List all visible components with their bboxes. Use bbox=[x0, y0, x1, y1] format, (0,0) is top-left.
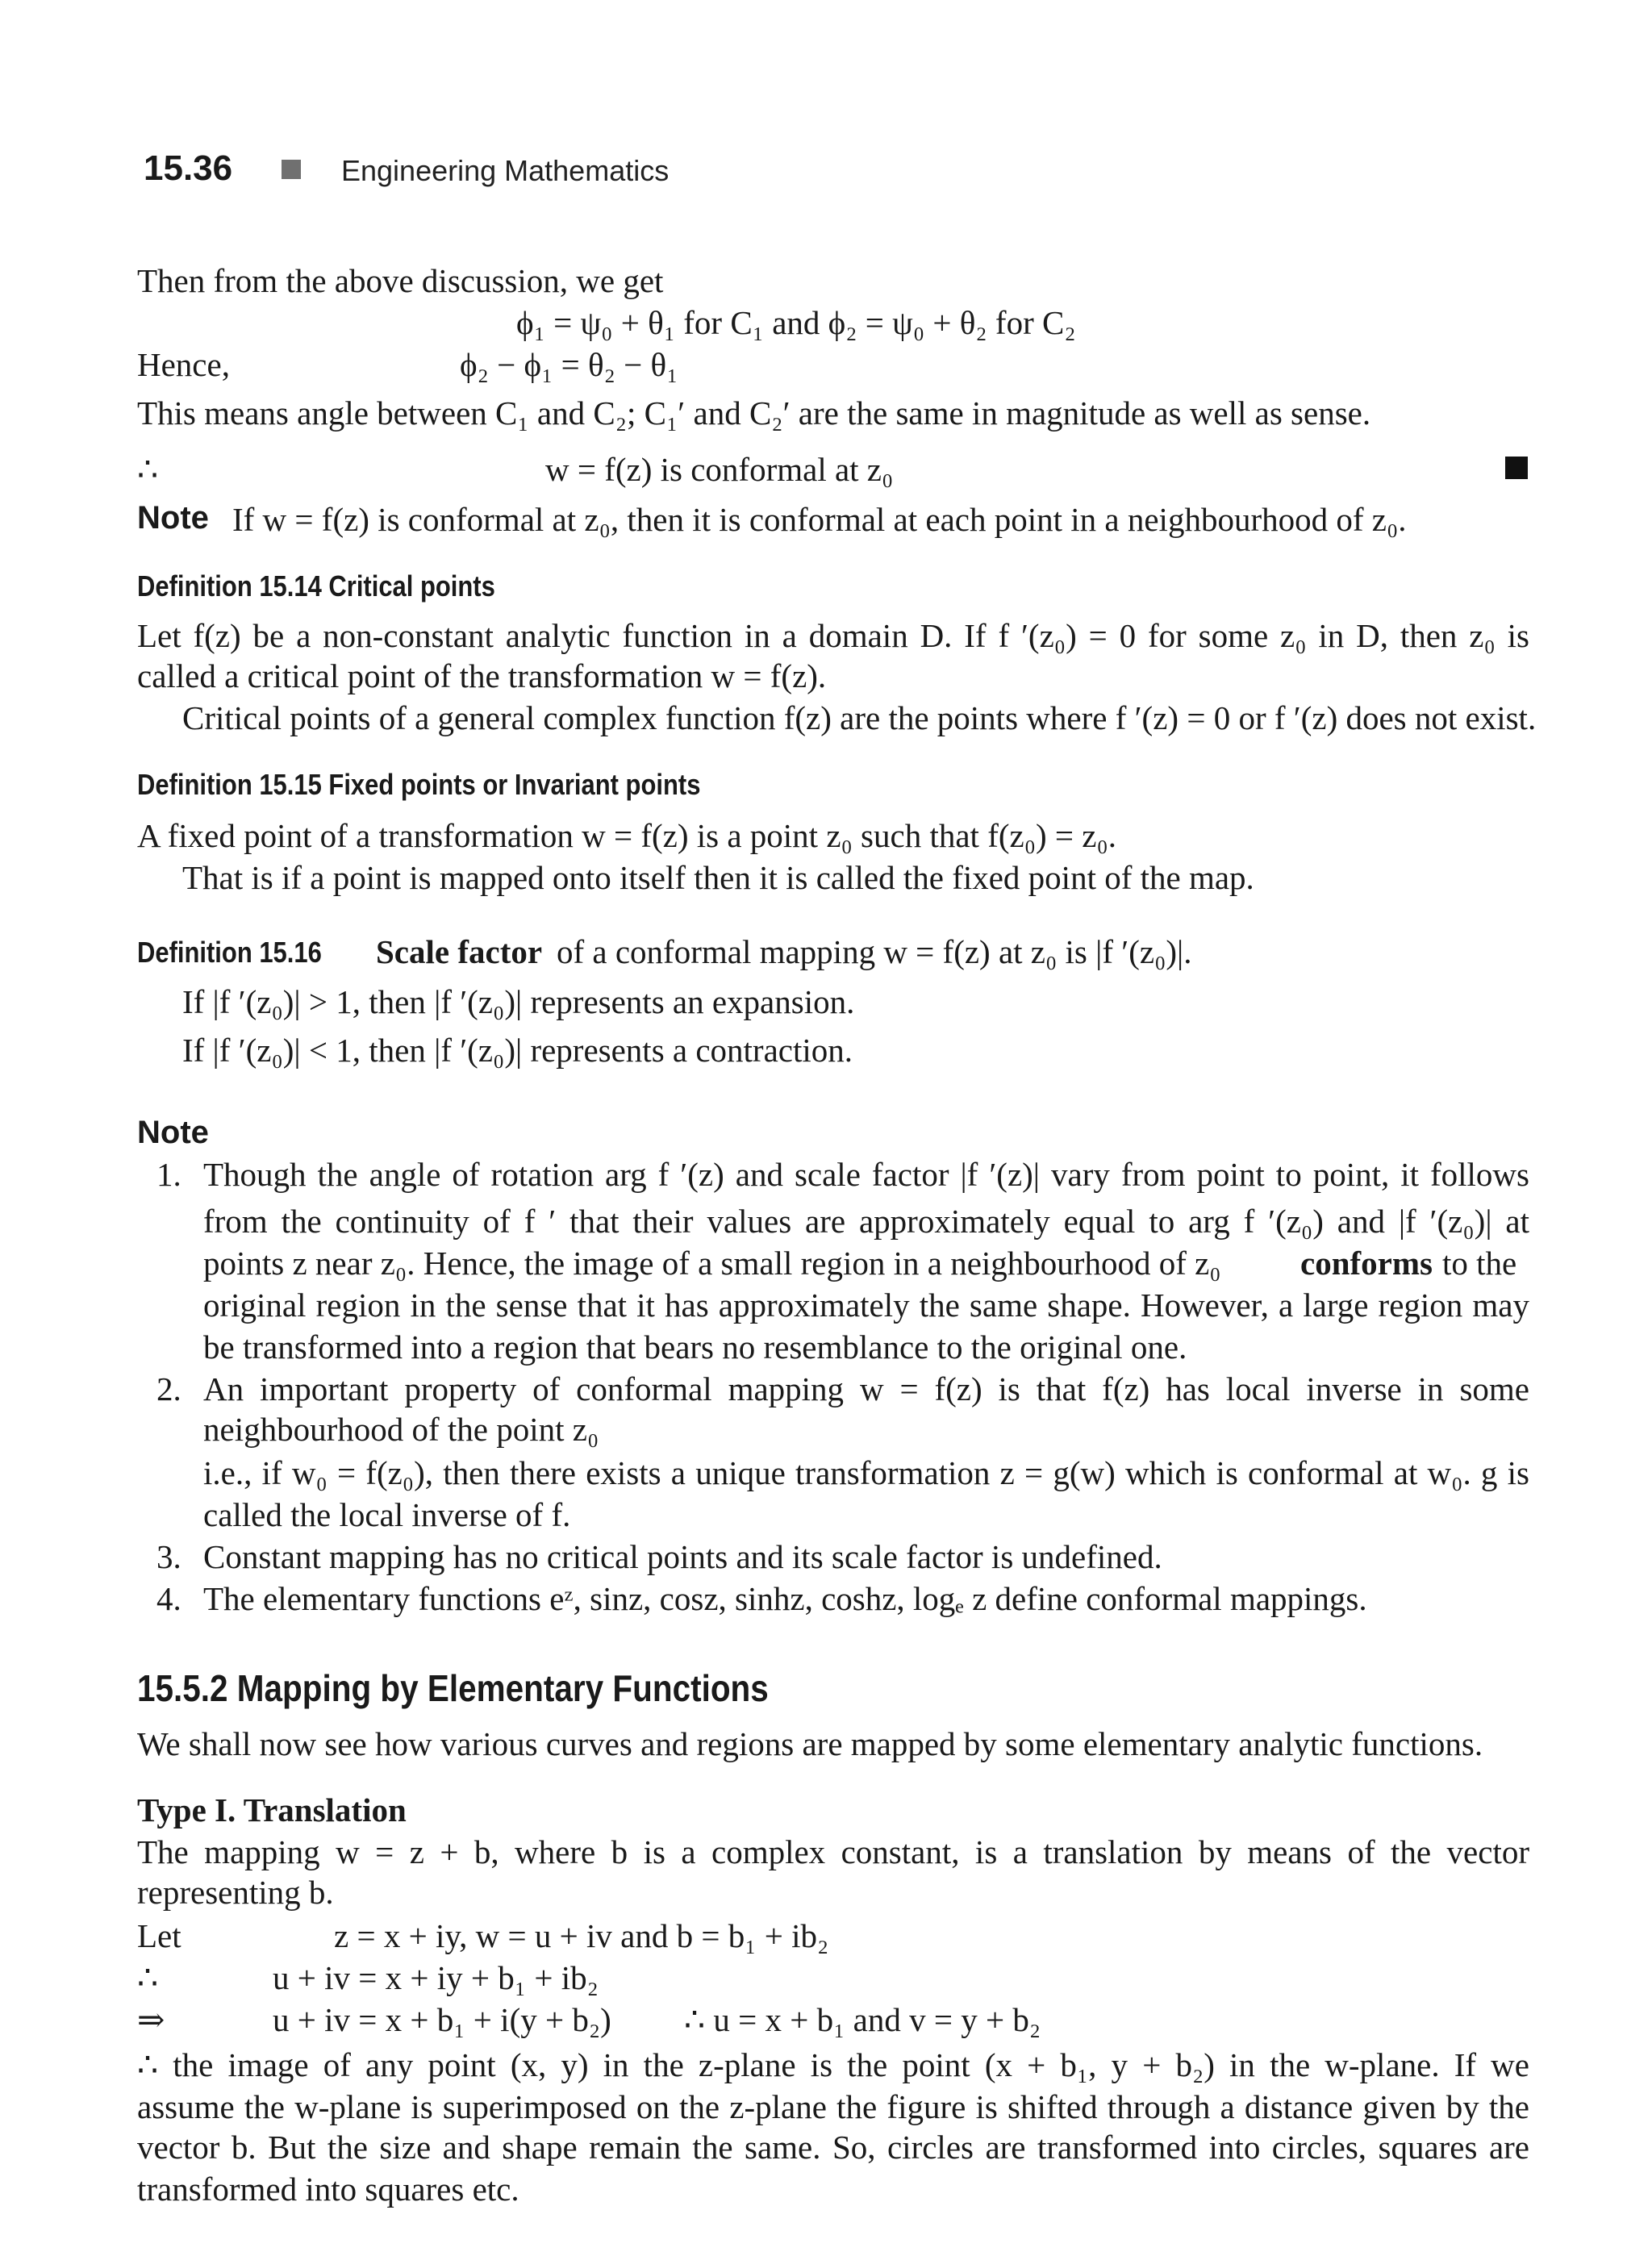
list-item-text: called the local inverse of f. bbox=[203, 1496, 571, 1533]
equation: z = x + iy, w = u + iv and b = b₁ + ib₂ bbox=[334, 1917, 829, 1954]
header-square-icon bbox=[282, 160, 301, 179]
equation: u + iv = x + iy + b₁ + ib₂ bbox=[273, 1959, 599, 1996]
definition-text: called a critical point of the transformation w = f(z). bbox=[137, 657, 827, 694]
paragraph-text: We shall now see how various curves and regions are mapped by some elementary analytic functions. bbox=[137, 1725, 1483, 1762]
paragraph-text: ∴ the image of any point (x, y) in the z-plane is the point (x + b₁, y + b₂) in the w-plane. If we bbox=[137, 2046, 1529, 2083]
paragraph-text: assume the w-plane is superimposed on the z-plane the figure is shifted through a distance given by the bbox=[137, 2088, 1529, 2125]
list-number: 4. bbox=[156, 1580, 181, 1617]
paragraph-text: The mapping w = z + b, where b is a complex constant, is a translation by means of the vector bbox=[137, 1833, 1529, 1870]
implies-symbol: ⇒ bbox=[137, 2001, 165, 2038]
equation: w = f(z) is conformal at z₀ bbox=[545, 451, 894, 488]
note-label: Note bbox=[137, 500, 209, 536]
equation: u + iv = x + b₁ + i(y + b₂) bbox=[273, 2001, 611, 2038]
list-item-text: The elementary functions eᶻ, sinz, cosz, sinhz, coshz, logₑ z define conformal mappings. bbox=[203, 1580, 1367, 1617]
text-line: Let bbox=[137, 1917, 181, 1954]
list-item-text: neighbourhood of the point z₀ bbox=[203, 1411, 599, 1448]
definition-text: If |f ′(z₀)| < 1, then |f ′(z₀)| represents a contraction. bbox=[182, 1032, 853, 1069]
qed-square-icon bbox=[1505, 457, 1528, 479]
note-text: If w = f(z) is conformal at z₀, then it is conformal at each point in a neighbourhood of z₀. bbox=[232, 501, 1407, 538]
equation: ϕ₁ = ψ₀ + θ₁ for C₁ and ϕ₂ = ψ₀ + θ₂ for C₂ bbox=[516, 304, 1076, 341]
note-label: Note bbox=[137, 1115, 209, 1150]
list-item-text: from the continuity of f ′ that their values are approximately equal to arg f ′(z₀) and |f ′(z₀)| at bbox=[203, 1203, 1529, 1240]
paragraph-text: transformed into squares etc. bbox=[137, 2171, 519, 2208]
list-number: 1. bbox=[156, 1156, 181, 1193]
equation: ∴ u = x + b₁ and v = y + b₂ bbox=[684, 2001, 1041, 2038]
definition-text: A fixed point of a transformation w = f(z) is a point z₀ such that f(z₀) = z₀. bbox=[137, 817, 1117, 854]
paragraph-text: vector b. But the size and shape remain the same. So, circles are transformed into circles, squares are bbox=[137, 2129, 1529, 2166]
text-line: This means angle between C₁ and C₂; C₁′ and C₂′ are the same in magnitude as well as sense. bbox=[137, 394, 1371, 432]
definition-text: Let f(z) be a non-constant analytic function in a domain D. If f ′(z₀) = 0 for some z₀ in D, then z₀ is bbox=[137, 617, 1529, 654]
emphasis-text: conforms bbox=[1300, 1245, 1433, 1282]
text-line: Then from the above discussion, we get bbox=[137, 262, 664, 299]
equation: ϕ₂ − ϕ₁ = θ₂ − θ₁ bbox=[460, 346, 678, 383]
list-item-text: original region in the sense that it has approximately the same shape. However, a large region may bbox=[203, 1286, 1529, 1324]
definition-text: of a conformal mapping w = f(z) at z₀ is |f ′(z₀)|. bbox=[557, 933, 1192, 970]
definition-text: If |f ′(z₀)| > 1, then |f ′(z₀)| represents an expansion. bbox=[182, 983, 855, 1020]
definition-text: That is if a point is mapped onto itself then it is called the fixed point of the map. bbox=[182, 859, 1254, 896]
list-item-text: An important property of conformal mapping w = f(z) is that f(z) has local inverse in some bbox=[203, 1370, 1529, 1407]
definition-text: Critical points of a general complex function f(z) are the points where f ′(z) = 0 or f ′(z) does not exist. bbox=[182, 699, 1537, 736]
definition-heading: Definition 15.15 Fixed points or Invariant points bbox=[137, 768, 701, 801]
list-number: 3. bbox=[156, 1538, 181, 1575]
section-heading: 15.5.2 Mapping by Elementary Functions bbox=[137, 1667, 769, 1709]
list-item-text: to the bbox=[1442, 1245, 1517, 1282]
definition-heading: Definition 15.14 Critical points bbox=[137, 569, 495, 603]
paragraph-text: representing b. bbox=[137, 1874, 334, 1911]
list-item-text: Constant mapping has no critical points and its scale factor is undefined. bbox=[203, 1538, 1162, 1575]
scale-factor-term: Scale factor bbox=[376, 933, 543, 970]
list-item-text: i.e., if w₀ = f(z₀), then there exists a unique transformation z = g(w) which is conformal at w₀. g is bbox=[203, 1454, 1529, 1491]
list-number: 2. bbox=[156, 1370, 181, 1407]
definition-heading: Definition 15.16 bbox=[137, 936, 322, 969]
therefore-symbol: ∴ bbox=[137, 451, 159, 488]
therefore-symbol: ∴ bbox=[137, 1959, 159, 1996]
page-number: 15.36 bbox=[144, 148, 233, 188]
book-title: Engineering Mathematics bbox=[341, 154, 670, 187]
list-item-text: be transformed into a region that bears no resemblance to the original one. bbox=[203, 1328, 1187, 1366]
list-item-text: points z near z₀. Hence, the image of a small region in a neighbourhood of z₀ bbox=[203, 1245, 1221, 1282]
text-line: Hence, bbox=[137, 346, 230, 383]
list-item-text: Though the angle of rotation arg f ′(z) and scale factor |f ′(z)| vary from point to point, it follows bbox=[203, 1156, 1529, 1193]
subsection-heading: Type I. Translation bbox=[137, 1791, 407, 1829]
